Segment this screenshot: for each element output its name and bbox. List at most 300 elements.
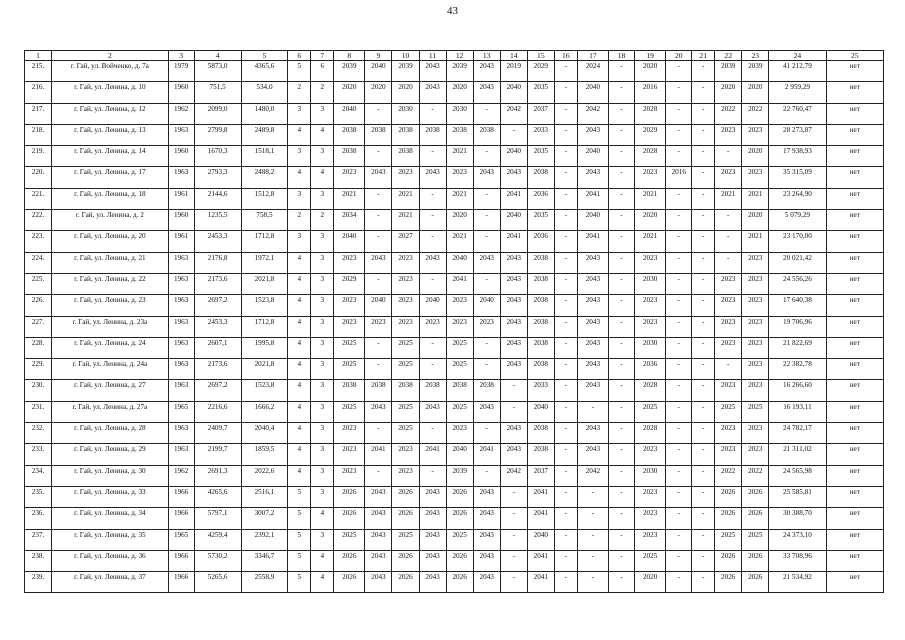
cell-year-built: 1963 [168,380,194,401]
cell-col-19: 2028 [635,380,666,401]
cell-col-15: 2033 [527,380,554,401]
cell-cost: 33 708,96 [769,550,826,571]
cell-col-18: - [609,210,635,231]
cell-col-23: 2026 [742,508,769,529]
cell-col-13: 2043 [473,486,500,507]
cell-col-12: 2021 [446,146,473,167]
cell-col-22: 2022 [715,465,742,486]
cell-entrances: 2 [311,210,334,231]
cell-col-18: - [609,124,635,145]
cell-col-14: 2042 [500,465,527,486]
cell-living-area: 2558,9 [241,572,288,593]
cell-col-19: 2028 [635,423,666,444]
cell-col-15: 2029 [527,61,554,82]
cell-col-13: 2043 [473,82,500,103]
cell-col-17: 2040 [577,146,608,167]
cell-row-number: 221. [25,188,52,209]
cell-total-area: 2793,3 [194,167,241,188]
cell-col-14: 2040 [500,146,527,167]
cell-year-built: 1963 [168,444,194,465]
cell-cost: 16 193,11 [769,401,826,422]
cell-total-area: 1235,5 [194,210,241,231]
cell-col-11: 2043 [419,529,446,550]
cell-cost: 23 264,90 [769,188,826,209]
cell-floors: 4 [288,423,311,444]
cell-total-area: 1670,3 [194,146,241,167]
cell-col-9: 2023 [365,316,392,337]
cell-col-11: 2040 [419,295,446,316]
cell-col-19: 2028 [635,146,666,167]
cell-floors: 4 [288,124,311,145]
cell-row-number: 224. [25,252,52,273]
cell-row-number: 220. [25,167,52,188]
cell-address: г. Гай, ул. Ленина, д. 34 [52,508,169,529]
cell-row-number: 229. [25,359,52,380]
cell-entrances: 3 [311,401,334,422]
cell-cost: 17 640,38 [769,295,826,316]
cell-living-area: 2040,4 [241,423,288,444]
cell-col-16: - [554,359,577,380]
cell-col-17: - [577,572,608,593]
cell-col-10: 2023 [392,295,419,316]
cell-col-18: - [609,231,635,252]
cell-total-area: 2453,3 [194,231,241,252]
cell-col-16: - [554,401,577,422]
cell-floors: 3 [288,188,311,209]
cell-col-8: 2038 [334,380,365,401]
column-header-20: 20 [666,51,692,61]
cell-cost: 23 170,00 [769,231,826,252]
cell-col-18: - [609,380,635,401]
table-row [25,401,884,422]
table-row [25,572,884,593]
cell-col-10: 2025 [392,359,419,380]
cell-entrances: 3 [311,273,334,294]
cell-address: г. Гай, ул. Ленина, д. 35 [52,529,169,550]
cell-col-18: - [609,252,635,273]
table-row [25,210,884,231]
cell-living-area: 2488,2 [241,167,288,188]
cell-col-19: 2029 [635,124,666,145]
cell-col-23: 2023 [742,124,769,145]
cell-col-16: - [554,124,577,145]
cell-col-13: - [473,359,500,380]
cell-col-17: 2043 [577,295,608,316]
cell-row-number: 235. [25,486,52,507]
cell-floors: 4 [288,167,311,188]
cell-col-20: - [666,273,692,294]
cell-col-16: - [554,273,577,294]
cell-total-area: 5797,1 [194,508,241,529]
cell-col-11: - [419,103,446,124]
cell-address: г. Гай, ул. Ленина, д. 12 [52,103,169,124]
cell-col-8: 2025 [334,529,365,550]
cell-total-area: 2216,6 [194,401,241,422]
cell-cost: 41 212,79 [769,61,826,82]
cell-row-number: 223. [25,231,52,252]
cell-flag: нет [826,508,883,529]
cell-floors: 4 [288,465,311,486]
cell-address: г. Гай, ул. Ленина, д. 28 [52,423,169,444]
cell-col-15: 2038 [527,444,554,465]
cell-col-8: 2025 [334,337,365,358]
cell-entrances: 3 [311,380,334,401]
cell-year-built: 1961 [168,231,194,252]
cell-flag: нет [826,380,883,401]
cell-flag: нет [826,82,883,103]
cell-col-16: - [554,380,577,401]
column-header-5: 5 [241,51,288,61]
cell-living-area: 4365,6 [241,61,288,82]
cell-col-20: - [666,401,692,422]
cell-col-20: - [666,210,692,231]
cell-living-area: 534,0 [241,82,288,103]
cell-col-15: 2040 [527,529,554,550]
cell-col-10: 2020 [392,82,419,103]
cell-total-area: 751,5 [194,82,241,103]
table-row [25,231,884,252]
column-header-24: 24 [769,51,826,61]
cell-col-11: - [419,210,446,231]
cell-col-20: - [666,337,692,358]
cell-col-13: 2043 [473,401,500,422]
cell-col-13: - [473,210,500,231]
cell-col-20: - [666,508,692,529]
cell-col-9: - [365,231,392,252]
cell-col-22: - [715,231,742,252]
cell-year-built: 1960 [168,82,194,103]
cell-col-9: - [365,210,392,231]
column-header-6: 6 [288,51,311,61]
cell-col-12: 2039 [446,465,473,486]
cell-col-22: 2023 [715,124,742,145]
cell-col-21: - [692,61,715,82]
cell-entrances: 3 [311,252,334,273]
cell-col-15: 2036 [527,231,554,252]
cell-col-20: - [666,423,692,444]
cell-year-built: 1966 [168,486,194,507]
column-header-9: 9 [365,51,392,61]
cell-flag: нет [826,295,883,316]
cell-col-11: 2038 [419,124,446,145]
cell-col-23: 2026 [742,486,769,507]
cell-entrances: 3 [311,231,334,252]
cell-floors: 5 [288,508,311,529]
cell-flag: нет [826,572,883,593]
cell-col-10: 2039 [392,61,419,82]
cell-total-area: 5873,0 [194,61,241,82]
cell-cost: 25 585,81 [769,486,826,507]
cell-col-13: - [473,465,500,486]
cell-entrances: 2 [311,82,334,103]
cell-cost: 24 373,10 [769,529,826,550]
cell-entrances: 3 [311,359,334,380]
cell-col-21: - [692,146,715,167]
cell-col-19: 2021 [635,188,666,209]
table-row [25,380,884,401]
cell-entrances: 3 [311,337,334,358]
cell-living-area: 2392,1 [241,529,288,550]
cell-cost: 35 315,09 [769,167,826,188]
cell-row-number: 233. [25,444,52,465]
table-row [25,146,884,167]
cell-floors: 3 [288,231,311,252]
cell-col-19: 2021 [635,231,666,252]
cell-col-14: 2041 [500,188,527,209]
cell-col-21: - [692,423,715,444]
cell-total-area: 2199,7 [194,444,241,465]
cell-flag: нет [826,465,883,486]
cell-living-area: 2489,8 [241,124,288,145]
cell-col-13: 2023 [473,316,500,337]
cell-col-13: 2043 [473,529,500,550]
cell-col-8: 2026 [334,508,365,529]
cell-col-13: 2043 [473,61,500,82]
cell-year-built: 1966 [168,508,194,529]
cell-col-10: 2021 [392,210,419,231]
cell-col-13: 2043 [473,508,500,529]
cell-col-21: - [692,401,715,422]
cell-col-22: 2023 [715,423,742,444]
cell-col-16: - [554,103,577,124]
cell-cost: 21 311,02 [769,444,826,465]
cell-col-9: 2043 [365,401,392,422]
cell-total-area: 2144,6 [194,188,241,209]
column-header-23: 23 [742,51,769,61]
cell-row-number: 239. [25,572,52,593]
cell-col-23: 2026 [742,572,769,593]
cell-col-12: 2038 [446,124,473,145]
cell-col-15: 2038 [527,337,554,358]
cell-col-11: 2043 [419,508,446,529]
cell-col-12: 2023 [446,316,473,337]
cell-col-11: - [419,337,446,358]
cell-col-9: - [365,423,392,444]
cell-col-10: 2023 [392,316,419,337]
cell-col-9: 2020 [365,82,392,103]
cell-cost: 16 266,60 [769,380,826,401]
cell-col-13: 2043 [473,252,500,273]
cell-col-17: 2042 [577,465,608,486]
cell-flag: нет [826,167,883,188]
cell-col-13: - [473,146,500,167]
cell-col-8: 2029 [334,273,365,294]
cell-col-20: - [666,486,692,507]
cell-col-8: 2023 [334,316,365,337]
table-row [25,529,884,550]
cell-flag: нет [826,486,883,507]
cell-col-17: - [577,508,608,529]
cell-col-12: 2040 [446,252,473,273]
cell-entrances: 3 [311,486,334,507]
table-row [25,61,884,82]
cell-row-number: 234. [25,465,52,486]
cell-col-12: 2023 [446,167,473,188]
cell-col-9: 2040 [365,61,392,82]
cell-col-8: 2040 [334,103,365,124]
cell-col-19: 2036 [635,359,666,380]
cell-address: г. Гай, ул. Ленина, д. 24 [52,337,169,358]
cell-col-8: 2023 [334,252,365,273]
cell-cost: 24 782,17 [769,423,826,444]
cell-col-11: 2043 [419,550,446,571]
cell-flag: нет [826,61,883,82]
cell-cost: 20 021,42 [769,252,826,273]
cell-col-21: - [692,337,715,358]
cell-col-21: - [692,103,715,124]
cell-col-20: - [666,444,692,465]
cell-entrances: 3 [311,146,334,167]
cell-col-20: - [666,146,692,167]
cell-col-12: 2030 [446,103,473,124]
cell-col-13: 2040 [473,295,500,316]
cell-col-9: 2043 [365,572,392,593]
cell-floors: 3 [288,103,311,124]
cell-address: г. Гай, ул. Ленина, д. 37 [52,572,169,593]
cell-row-number: 215. [25,61,52,82]
cell-col-18: - [609,273,635,294]
cell-col-18: - [609,316,635,337]
cell-col-19: 2025 [635,550,666,571]
cell-address: г. Гай, ул. Ленина, д. 23 [52,295,169,316]
cell-col-12: 2020 [446,82,473,103]
cell-floors: 5 [288,486,311,507]
cell-col-21: - [692,252,715,273]
cell-address: г. Гай, ул. Ленина, д. 36 [52,550,169,571]
cell-col-12: 2040 [446,444,473,465]
cell-col-17: 2043 [577,316,608,337]
cell-col-21: - [692,359,715,380]
cell-col-12: 2021 [446,188,473,209]
cell-col-19: 2030 [635,337,666,358]
cell-total-area: 2173,6 [194,273,241,294]
cell-address: г. Гай, ул. Ленина, д. 33 [52,486,169,507]
cell-col-15: 2035 [527,82,554,103]
cell-row-number: 218. [25,124,52,145]
cell-row-number: 222. [25,210,52,231]
cell-col-15: 2038 [527,359,554,380]
cell-col-15: 2041 [527,572,554,593]
cell-address: г. Гай, ул. Ленина, д. 10 [52,82,169,103]
cell-col-22: 2020 [715,82,742,103]
cell-col-21: - [692,273,715,294]
table-row [25,252,884,273]
cell-col-12: 2021 [446,231,473,252]
cell-address: г. Гай, ул. Ленина, д. 27а [52,401,169,422]
cell-cost: 21 822,69 [769,337,826,358]
cell-col-8: 2023 [334,444,365,465]
housing-register-table [24,50,884,593]
cell-year-built: 1963 [168,316,194,337]
cell-entrances: 3 [311,103,334,124]
cell-year-built: 1961 [168,188,194,209]
cell-col-15: 2038 [527,273,554,294]
cell-col-22: 2025 [715,529,742,550]
cell-col-12: 2026 [446,486,473,507]
cell-col-18: - [609,550,635,571]
cell-year-built: 1965 [168,401,194,422]
cell-col-9: 2043 [365,529,392,550]
cell-col-22: 2026 [715,550,742,571]
cell-col-18: - [609,103,635,124]
cell-col-15: 2041 [527,486,554,507]
cell-total-area: 2799,8 [194,124,241,145]
cell-col-11: - [419,231,446,252]
cell-col-14: 2043 [500,295,527,316]
cell-col-16: - [554,82,577,103]
cell-col-19: 2023 [635,316,666,337]
cell-flag: нет [826,401,883,422]
cell-col-14: 2040 [500,210,527,231]
column-header-17: 17 [577,51,608,61]
cell-col-17: 2043 [577,359,608,380]
cell-col-13: 2043 [473,550,500,571]
cell-flag: нет [826,103,883,124]
cell-col-17: 2043 [577,167,608,188]
cell-row-number: 219. [25,146,52,167]
cell-col-20: - [666,359,692,380]
cell-address: г. Гай, ул. Войченко, д. 7а [52,61,169,82]
cell-col-18: - [609,572,635,593]
column-header-13: 13 [473,51,500,61]
cell-cost: 30 388,70 [769,508,826,529]
cell-flag: нет [826,124,883,145]
cell-row-number: 237. [25,529,52,550]
cell-entrances: 4 [311,124,334,145]
cell-col-18: - [609,337,635,358]
cell-entrances: 4 [311,508,334,529]
cell-col-22: 2023 [715,167,742,188]
cell-col-22: 2023 [715,273,742,294]
cell-col-12: 2026 [446,508,473,529]
cell-col-22: 2039 [715,61,742,82]
cell-col-21: - [692,167,715,188]
cell-col-19: 2023 [635,444,666,465]
cell-entrances: 3 [311,423,334,444]
cell-col-11: 2043 [419,401,446,422]
table-row [25,337,884,358]
cell-living-area: 1523,8 [241,295,288,316]
cell-col-22: 2023 [715,444,742,465]
cell-col-9: 2038 [365,380,392,401]
cell-col-22: 2023 [715,316,742,337]
cell-col-16: - [554,231,577,252]
cell-year-built: 1979 [168,61,194,82]
column-header-7: 7 [311,51,334,61]
cell-flag: нет [826,273,883,294]
cell-col-18: - [609,508,635,529]
cell-col-12: 2025 [446,401,473,422]
cell-col-18: - [609,359,635,380]
cell-living-area: 3346,7 [241,550,288,571]
cell-cost: 22 760,47 [769,103,826,124]
cell-col-18: - [609,444,635,465]
cell-col-16: - [554,146,577,167]
cell-col-10: 2023 [392,444,419,465]
cell-col-20: - [666,231,692,252]
cell-col-19: 2025 [635,401,666,422]
cell-flag: нет [826,337,883,358]
cell-col-11: - [419,465,446,486]
table-row [25,465,884,486]
table-row [25,273,884,294]
cell-col-12: 2026 [446,572,473,593]
column-header-19: 19 [635,51,666,61]
column-header-16: 16 [554,51,577,61]
cell-col-23: 2025 [742,529,769,550]
cell-total-area: 2607,1 [194,337,241,358]
cell-living-area: 3007,2 [241,508,288,529]
